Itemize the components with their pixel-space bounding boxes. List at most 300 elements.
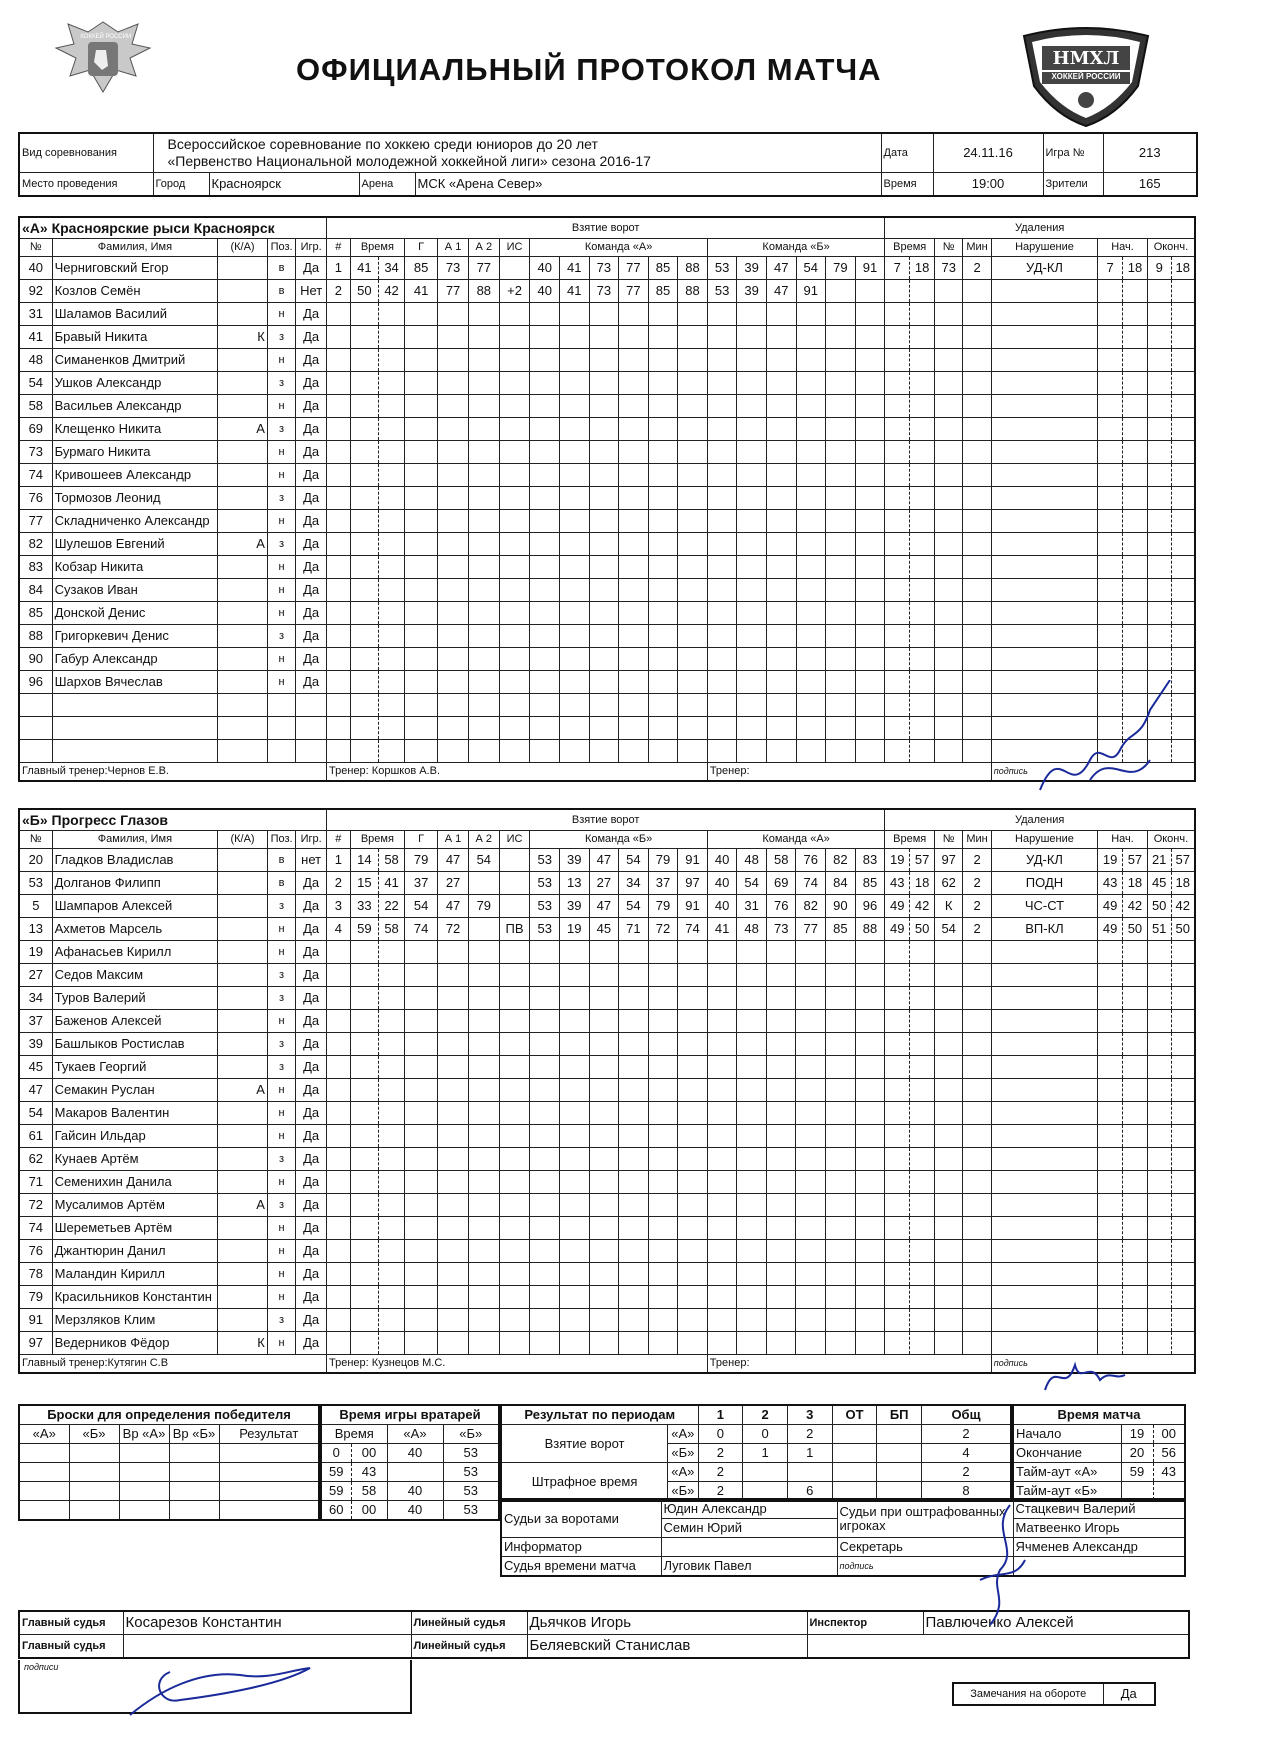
goal-sec: 42: [379, 280, 405, 303]
goal-situation: [499, 349, 530, 372]
on-ice-conceding: [855, 303, 885, 326]
shootout-col: Вр «Б»: [169, 1425, 219, 1444]
pen-judge-1: Стацкевич Валерий: [1013, 1499, 1185, 1519]
on-ice-scoring: 54: [619, 849, 649, 872]
goal-min: [350, 487, 378, 510]
player-play: Нет: [296, 280, 327, 303]
res-title: Результат по периодам: [501, 1405, 698, 1425]
coach-a-signature: [1030, 680, 1180, 810]
on-ice-conceding: 88: [855, 918, 885, 941]
pen-sec: [910, 579, 935, 602]
on-ice-conceding: 91: [855, 257, 885, 280]
goal-assist-1: 27: [438, 872, 469, 895]
goal-sec: [379, 625, 405, 648]
goal-assist-1: 77: [438, 280, 469, 303]
player-no: 5: [19, 895, 52, 918]
pen-minutes: [963, 694, 991, 717]
on-ice-conceding: [855, 1286, 885, 1309]
pen-minutes: [963, 1332, 991, 1355]
pen-violation: [991, 964, 1097, 987]
pen-start-sec: 42: [1123, 895, 1148, 918]
player-pos: н: [267, 579, 295, 602]
pen-minutes: [963, 987, 991, 1010]
timekeeper: Луговик Павел: [661, 1557, 837, 1577]
player-name: [52, 717, 218, 740]
goal-sec: [379, 1010, 405, 1033]
on-ice-scoring: [559, 1263, 589, 1286]
player-name: Бурмаго Никита: [52, 441, 218, 464]
pen-player: 62: [935, 872, 963, 895]
goal-assist-2: 54: [468, 849, 499, 872]
gk-col-time: Время: [321, 1425, 387, 1444]
on-ice-scoring: [619, 717, 649, 740]
player-ka: [218, 671, 268, 694]
on-ice-conceding: 90: [826, 895, 856, 918]
player-no: 39: [19, 1033, 52, 1056]
on-ice-scoring: [589, 694, 619, 717]
on-ice-conceding: [826, 464, 856, 487]
player-ka: [218, 987, 268, 1010]
coach-b-signature: [1040, 1350, 1130, 1400]
on-ice-conceding: 53: [707, 280, 737, 303]
referee-signature: [120, 1660, 320, 1720]
pen-min: [885, 740, 910, 763]
pen-player: [935, 441, 963, 464]
on-ice-scoring: 71: [619, 918, 649, 941]
on-ice-scoring: [530, 648, 560, 671]
pen-end-min: [1147, 1102, 1171, 1125]
goal-no: 2: [327, 872, 351, 895]
pen-end-sec: [1171, 1079, 1195, 1102]
on-ice-conceding: [737, 694, 767, 717]
pen-start-min: [1098, 648, 1123, 671]
player-play: Да: [296, 987, 327, 1010]
on-ice-scoring: [648, 464, 678, 487]
pen-sec: [910, 941, 935, 964]
on-ice-scoring: 85: [648, 280, 678, 303]
pen-violation: УД-КЛ: [991, 257, 1097, 280]
pen-end-min: [1147, 1263, 1171, 1286]
on-ice-conceding: [737, 303, 767, 326]
on-ice-conceding: [707, 579, 737, 602]
pen-end-min: [1147, 1286, 1171, 1309]
goal-no: [327, 1194, 351, 1217]
on-ice-scoring: [678, 533, 708, 556]
player-ka: А: [218, 533, 268, 556]
goal-sec: 34: [379, 257, 405, 280]
on-ice-scoring: 39: [559, 895, 589, 918]
pen-start-min: [1098, 533, 1123, 556]
pen-sec: [910, 648, 935, 671]
pen-start-min: [1098, 602, 1123, 625]
pen-end-min: [1147, 1217, 1171, 1240]
goal-no: 1: [327, 257, 351, 280]
pen-violation: [991, 464, 1097, 487]
pen-end-min: [1147, 941, 1171, 964]
pen-end-sec: [1171, 418, 1195, 441]
player-pos: н: [267, 556, 295, 579]
player-name: Макаров Валентин: [52, 1102, 218, 1125]
col-name: Фамилия, Имя: [52, 239, 218, 257]
goal-assist-1: [438, 1309, 469, 1332]
res-col: 1: [698, 1405, 743, 1425]
goal-sec: [379, 1125, 405, 1148]
goal-sec: 41: [379, 872, 405, 895]
player-row: [19, 918, 1195, 941]
player-play: Да: [296, 1240, 327, 1263]
gk-a: 40: [387, 1501, 443, 1521]
on-ice-conceding: [737, 1102, 767, 1125]
player-play: Да: [296, 1309, 327, 1332]
goal-scorer: [405, 964, 438, 987]
on-ice-conceding: [796, 441, 826, 464]
goal-min: [350, 1309, 378, 1332]
goal-assist-1: [438, 395, 469, 418]
on-ice-conceding: [855, 326, 885, 349]
on-ice-scoring: [530, 533, 560, 556]
goal-scorer: [405, 1309, 438, 1332]
goal-no: 4: [327, 918, 351, 941]
on-ice-conceding: [826, 1010, 856, 1033]
goal-assist-2: [468, 395, 499, 418]
on-ice-scoring: [589, 717, 619, 740]
player-no: 97: [19, 1332, 52, 1355]
pen-player: [935, 602, 963, 625]
coach-name: Коршков А.В.: [371, 765, 441, 777]
on-ice-conceding: [766, 418, 796, 441]
on-ice-scoring: [530, 464, 560, 487]
goal-situation: [499, 964, 530, 987]
pen-sec: [910, 1010, 935, 1033]
pen-end-sec: 42: [1171, 895, 1195, 918]
pen-minutes: [963, 1056, 991, 1079]
player-no: 85: [19, 602, 52, 625]
on-ice-conceding: [766, 1263, 796, 1286]
col-pos: Поз.: [267, 239, 295, 257]
pen-end-min: [1147, 349, 1171, 372]
goal-assist-1: [438, 671, 469, 694]
pen-min: 43: [885, 872, 910, 895]
res-row: [501, 1425, 1011, 1444]
player-no: 73: [19, 441, 52, 464]
sign-label: подпись: [991, 763, 1195, 782]
player-name: Донской Денис: [52, 602, 218, 625]
on-ice-conceding: [737, 326, 767, 349]
on-ice-conceding: [766, 987, 796, 1010]
player-ka: [218, 280, 268, 303]
on-ice-scoring: [619, 1171, 649, 1194]
goal-assist-2: [468, 1171, 499, 1194]
goal-no: [327, 326, 351, 349]
pen-start-min: [1098, 487, 1123, 510]
goal-situation: [499, 257, 530, 280]
res-team-tag: «А»: [668, 1425, 698, 1444]
on-ice-conceding: [737, 671, 767, 694]
player-ka: [218, 257, 268, 280]
player-play: Да: [296, 510, 327, 533]
on-ice-scoring: [589, 303, 619, 326]
pen-start-min: [1098, 349, 1123, 372]
on-ice-scoring: [619, 533, 649, 556]
pen-violation: [991, 579, 1097, 602]
goal-situation: [499, 1148, 530, 1171]
city-value: Красноярск: [209, 173, 359, 197]
logo-text: ХОККЕЙ РОССИИ: [80, 34, 132, 40]
head-coach-label: Главный тренер:: [22, 1357, 108, 1369]
on-ice-scoring: [648, 487, 678, 510]
player-pos: з: [267, 1309, 295, 1332]
pen-end-min: [1147, 1171, 1171, 1194]
pens-header: Удаления: [885, 217, 1195, 239]
pen-sec: [910, 1194, 935, 1217]
on-ice-conceding: [737, 1194, 767, 1217]
on-ice-scoring: 88: [678, 257, 708, 280]
player-play: Да: [296, 1010, 327, 1033]
goal-scorer: [405, 395, 438, 418]
player-pos: н: [267, 510, 295, 533]
on-ice-conceding: [737, 1171, 767, 1194]
on-ice-scoring: [530, 1171, 560, 1194]
on-ice-scoring: [530, 987, 560, 1010]
col-timb: Команда «Б»: [530, 831, 707, 849]
on-ice-conceding: [737, 487, 767, 510]
player-ka: [218, 1217, 268, 1240]
on-ice-conceding: [766, 441, 796, 464]
res-col: 2: [743, 1405, 788, 1425]
on-ice-conceding: [707, 602, 737, 625]
goal-scorer: 85: [405, 257, 438, 280]
on-ice-scoring: 34: [619, 872, 649, 895]
goal-assist-2: [468, 872, 499, 895]
on-ice-conceding: [766, 941, 796, 964]
on-ice-conceding: [796, 1056, 826, 1079]
on-ice-conceding: [826, 964, 856, 987]
res-value: [787, 1463, 832, 1482]
player-ka: [218, 441, 268, 464]
on-ice-conceding: [766, 510, 796, 533]
gk-min: 59: [321, 1482, 351, 1501]
goal-no: [327, 464, 351, 487]
on-ice-scoring: [678, 372, 708, 395]
pen-minutes: [963, 303, 991, 326]
coach-name: Кузнецов М.С.: [371, 1357, 446, 1369]
on-ice-conceding: [855, 349, 885, 372]
goal-min: [350, 964, 378, 987]
on-ice-scoring: [648, 1079, 678, 1102]
goal-assist-1: [438, 510, 469, 533]
goal-no: [327, 1079, 351, 1102]
on-ice-scoring: [589, 372, 619, 395]
goal-scorer: [405, 1056, 438, 1079]
on-ice-conceding: [737, 510, 767, 533]
pen-violation: [991, 510, 1097, 533]
player-play: Да: [296, 487, 327, 510]
goal-assist-1: [438, 964, 469, 987]
goal-sec: [379, 1194, 405, 1217]
pen-minutes: 2: [963, 872, 991, 895]
on-ice-scoring: [678, 941, 708, 964]
on-ice-conceding: [855, 1102, 885, 1125]
goal-assist-1: [438, 648, 469, 671]
res-value: [877, 1425, 922, 1444]
player-name: Бравый Никита: [52, 326, 218, 349]
line-judge-2: Беляевский Станислав: [527, 1635, 807, 1659]
player-row: [19, 671, 1195, 694]
gk-a: [387, 1463, 443, 1482]
goal-situation: [499, 987, 530, 1010]
res-value: 2: [787, 1425, 832, 1444]
pen-start-min: [1098, 1148, 1123, 1171]
player-name: Габур Александр: [52, 648, 218, 671]
on-ice-conceding: [826, 418, 856, 441]
pen-violation: [991, 987, 1097, 1010]
col-start: Нач.: [1098, 831, 1148, 849]
pen-start-min: [1098, 395, 1123, 418]
pen-start-min: [1098, 1033, 1123, 1056]
goal-sec: [379, 1263, 405, 1286]
gk-row: [321, 1482, 499, 1501]
goal-situation: [499, 441, 530, 464]
pen-player: [935, 1010, 963, 1033]
shootout-table: [18, 1404, 320, 1521]
pen-start-min: [1098, 1240, 1123, 1263]
pen-end-sec: [1171, 441, 1195, 464]
pen-end-min: [1147, 326, 1171, 349]
player-pos: з: [267, 1148, 295, 1171]
on-ice-conceding: [826, 395, 856, 418]
on-ice-conceding: [707, 1217, 737, 1240]
pen-sec: [910, 1033, 935, 1056]
on-ice-conceding: [766, 349, 796, 372]
on-ice-scoring: [530, 1148, 560, 1171]
player-ka: [218, 556, 268, 579]
on-ice-scoring: 41: [560, 280, 590, 303]
on-ice-conceding: [737, 964, 767, 987]
on-ice-conceding: [737, 1033, 767, 1056]
on-ice-conceding: 40: [707, 849, 737, 872]
res-value: 0: [698, 1425, 743, 1444]
pen-end-sec: [1171, 510, 1195, 533]
gk-col-a: «А»: [387, 1425, 443, 1444]
goal-no: [327, 556, 351, 579]
player-name: [52, 694, 218, 717]
mt-label: Тайм-аут «А»: [1013, 1463, 1121, 1482]
on-ice-conceding: 91: [796, 280, 826, 303]
player-no: 13: [19, 918, 52, 941]
place-label: Место проведения: [19, 173, 153, 197]
player-row: [19, 418, 1195, 441]
player-pos: н: [267, 464, 295, 487]
on-ice-scoring: [559, 1194, 589, 1217]
player-name: Сузаков Иван: [52, 579, 218, 602]
player-no: 61: [19, 1125, 52, 1148]
on-ice-conceding: [707, 1263, 737, 1286]
pen-minutes: [963, 1309, 991, 1332]
goal-situation: [499, 1217, 530, 1240]
on-ice-conceding: [707, 1332, 737, 1355]
pen-start-min: [1098, 1217, 1123, 1240]
pen-sec: [910, 326, 935, 349]
on-ice-scoring: [678, 1263, 708, 1286]
on-ice-scoring: [678, 349, 708, 372]
on-ice-conceding: [707, 533, 737, 556]
on-ice-scoring: [559, 987, 589, 1010]
on-ice-scoring: [530, 1194, 560, 1217]
pen-minutes: [963, 395, 991, 418]
goal-assist-1: [438, 418, 469, 441]
on-ice-conceding: [766, 1148, 796, 1171]
mt-label: Тайм-аут «Б»: [1013, 1482, 1121, 1502]
on-ice-scoring: [619, 1102, 649, 1125]
on-ice-conceding: [737, 602, 767, 625]
pen-violation: [991, 533, 1097, 556]
on-ice-conceding: [796, 964, 826, 987]
spect-label: Зрители: [1043, 173, 1103, 197]
on-ice-scoring: 39: [559, 849, 589, 872]
on-ice-scoring: [619, 1033, 649, 1056]
on-ice-scoring: [589, 1010, 619, 1033]
pen-end-sec: [1171, 1010, 1195, 1033]
pen-min: [885, 671, 910, 694]
pen-player: [935, 303, 963, 326]
on-ice-conceding: [796, 1194, 826, 1217]
goal-assist-2: [468, 579, 499, 602]
on-ice-scoring: [560, 326, 590, 349]
pen-violation: [991, 1125, 1097, 1148]
gk-sec: 00: [351, 1444, 387, 1463]
player-no: [19, 694, 52, 717]
on-ice-conceding: [855, 579, 885, 602]
on-ice-conceding: [855, 395, 885, 418]
player-play: Да: [296, 1056, 327, 1079]
on-ice-scoring: 74: [678, 918, 708, 941]
on-ice-conceding: [855, 441, 885, 464]
col-viol: Нарушение: [991, 831, 1097, 849]
player-no: 19: [19, 941, 52, 964]
goal-sec: [379, 1171, 405, 1194]
goal-min: [350, 1125, 378, 1148]
pen-player: [935, 1263, 963, 1286]
mt-sec: 43: [1153, 1463, 1185, 1482]
pen-end-min: [1147, 1033, 1171, 1056]
goal-min: [350, 418, 378, 441]
on-ice-scoring: [619, 1240, 649, 1263]
player-pos: з: [267, 372, 295, 395]
head-coach-name: Чернов Е.В.: [107, 765, 169, 777]
on-ice-scoring: [530, 441, 560, 464]
pen-min: [885, 987, 910, 1010]
player-ka: [218, 918, 268, 941]
goal-scorer: 74: [405, 918, 438, 941]
player-row: [19, 849, 1195, 872]
on-ice-scoring: [678, 556, 708, 579]
player-pos: в: [267, 280, 295, 303]
goal-assist-2: [468, 510, 499, 533]
pen-sec: [910, 694, 935, 717]
pen-violation: [991, 441, 1097, 464]
pen-end-min: [1147, 280, 1171, 303]
on-ice-conceding: [855, 1171, 885, 1194]
pen-start-min: [1098, 1171, 1123, 1194]
secretary-label: Секретарь: [837, 1538, 1013, 1557]
goal-min: [350, 533, 378, 556]
on-ice-scoring: [678, 1217, 708, 1240]
on-ice-conceding: [855, 1079, 885, 1102]
on-ice-conceding: [855, 740, 885, 763]
goal-min: [350, 1010, 378, 1033]
player-ka: [218, 941, 268, 964]
player-row: [19, 441, 1195, 464]
